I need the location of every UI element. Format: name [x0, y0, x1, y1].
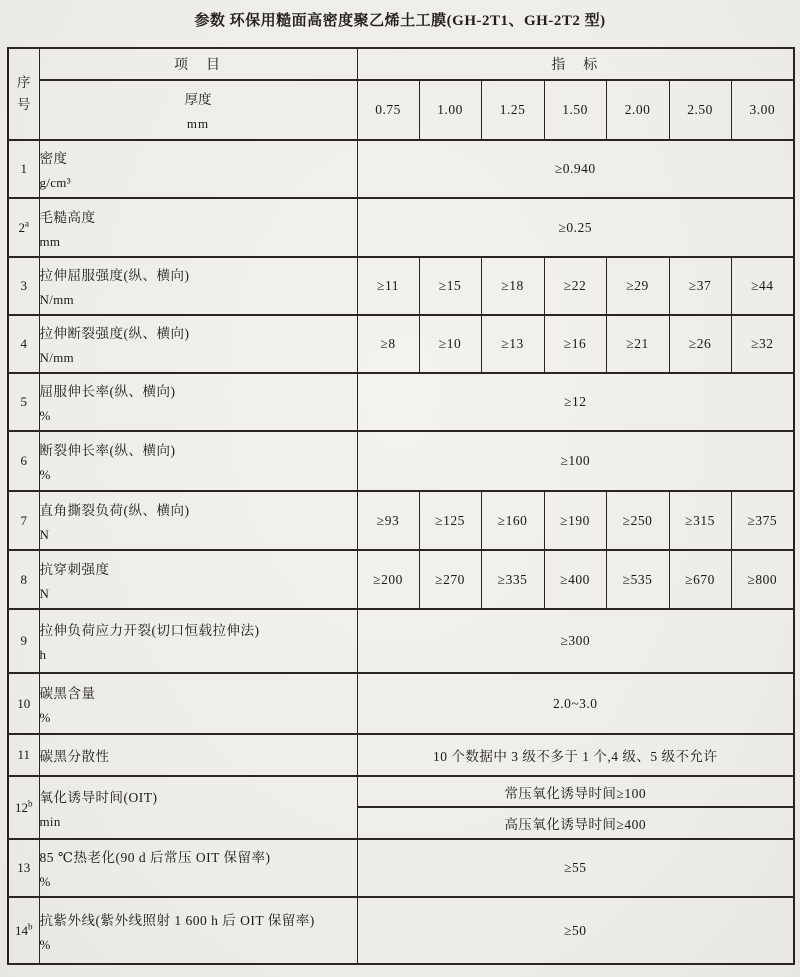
value-cell: ≥12: [357, 373, 794, 431]
value-cell: ≥270: [419, 550, 481, 609]
value-cell: 2.0~3.0: [357, 673, 794, 734]
value-cell: ≥100: [357, 431, 794, 491]
thickness-value: 1.25: [481, 80, 544, 140]
thickness-value: 1.00: [419, 80, 481, 140]
table-row: [8, 373, 794, 431]
value-cell: 10 个数据中 3 级不多于 1 个,4 级、5 级不允许: [357, 734, 794, 776]
value-cell: ≥0.25: [357, 198, 794, 257]
value-cell: ≥93: [357, 491, 419, 550]
row-number: 2$^a$: [8, 198, 39, 257]
table-row: [8, 673, 794, 734]
table-row: [8, 776, 794, 807]
value-cell: ≥250: [606, 491, 669, 550]
table-row: [8, 839, 794, 897]
table-row: [8, 897, 794, 964]
value-cell: ≥50: [357, 897, 794, 964]
value-cell: ≥11: [357, 257, 419, 315]
item-cell: 碳黑含量 %: [39, 673, 357, 734]
row-number: 8: [8, 550, 39, 609]
value-cell: ≥800: [731, 550, 794, 609]
value-cell: ≥44: [731, 257, 794, 315]
item-cell: 拉伸屈服强度(纵、横向) N/mm: [39, 257, 357, 315]
spec-table: [7, 47, 795, 965]
thickness-header: 厚度 mm: [39, 80, 357, 140]
table-row: [8, 198, 794, 257]
row-number: 7: [8, 491, 39, 550]
item-cell: 断裂伸长率(纵、横向) %: [39, 431, 357, 491]
row-number: 1: [8, 140, 39, 198]
item-cell: 碳黑分散性: [39, 734, 357, 776]
table-row: [8, 491, 794, 550]
page-title: 参数 环保用糙面高密度聚乙烯土工膜(GH-2T1、GH-2T2 型): [194, 13, 606, 29]
item-cell: 密度 g/cm³: [39, 140, 357, 198]
value-cell: ≥400: [544, 550, 606, 609]
value-cell: 高压氧化诱导时间≥400: [357, 807, 794, 839]
value-cell: ≥670: [669, 550, 731, 609]
thickness-value: 1.50: [544, 80, 606, 140]
value-cell: ≥160: [481, 491, 544, 550]
value-cell: ≥10: [419, 315, 481, 373]
value-cell: ≥21: [606, 315, 669, 373]
column-header-seq: 序 号: [8, 48, 39, 140]
value-cell: ≥535: [606, 550, 669, 609]
value-cell: 常压氧化诱导时间≥100: [357, 776, 794, 807]
value-cell: ≥315: [669, 491, 731, 550]
table-row: [8, 431, 794, 491]
value-cell: ≥22: [544, 257, 606, 315]
item-cell: 氧化诱导时间(OIT) min: [39, 776, 357, 839]
value-cell: ≥18: [481, 257, 544, 315]
value-cell: ≥0.940: [357, 140, 794, 198]
row-number: 13: [8, 839, 39, 897]
item-cell: 直角撕裂负荷(纵、横向) N: [39, 491, 357, 550]
item-cell: 毛糙高度 mm: [39, 198, 357, 257]
thickness-value: 0.75: [357, 80, 419, 140]
header-row-1: [8, 48, 794, 80]
row-number: 5: [8, 373, 39, 431]
item-cell: 拉伸负荷应力开裂(切口恒载拉伸法) h: [39, 609, 357, 673]
item-cell: 抗穿刺强度 N: [39, 550, 357, 609]
value-cell: ≥26: [669, 315, 731, 373]
table-row: [8, 315, 794, 373]
row-number: 6: [8, 431, 39, 491]
table-row: [8, 550, 794, 609]
table-row: [8, 609, 794, 673]
table-row: [8, 140, 794, 198]
item-cell: 抗紫外线(紫外线照射 1 600 h 后 OIT 保留率) %: [39, 897, 357, 964]
item-cell: 拉伸断裂强度(纵、横向) N/mm: [39, 315, 357, 373]
value-cell: ≥29: [606, 257, 669, 315]
row-number: 14$^b$: [8, 897, 39, 964]
value-cell: ≥32: [731, 315, 794, 373]
table-row: [8, 257, 794, 315]
item-cell: 屈服伸长率(纵、横向) %: [39, 373, 357, 431]
thickness-value: 2.50: [669, 80, 731, 140]
value-cell: ≥190: [544, 491, 606, 550]
table-row: [8, 734, 794, 776]
row-number: 12$^b$: [8, 776, 39, 839]
item-cell: 85 ℃热老化(90 d 后常压 OIT 保留率) %: [39, 839, 357, 897]
value-cell: ≥16: [544, 315, 606, 373]
value-cell: ≥200: [357, 550, 419, 609]
row-number: 9: [8, 609, 39, 673]
row-number: 3: [8, 257, 39, 315]
header-row-2: [8, 80, 794, 140]
thickness-value: 2.00: [606, 80, 669, 140]
value-cell: ≥335: [481, 550, 544, 609]
column-header-index: 指 标: [357, 48, 794, 80]
value-cell: ≥37: [669, 257, 731, 315]
thickness-value: 3.00: [731, 80, 794, 140]
row-number: 11: [8, 734, 39, 776]
value-cell: ≥55: [357, 839, 794, 897]
value-cell: ≥15: [419, 257, 481, 315]
value-cell: ≥375: [731, 491, 794, 550]
row-number: 10: [8, 673, 39, 734]
row-number: 4: [8, 315, 39, 373]
value-cell: ≥125: [419, 491, 481, 550]
value-cell: ≥300: [357, 609, 794, 673]
column-header-item: 项 目: [39, 48, 357, 80]
value-cell: ≥13: [481, 315, 544, 373]
value-cell: ≥8: [357, 315, 419, 373]
